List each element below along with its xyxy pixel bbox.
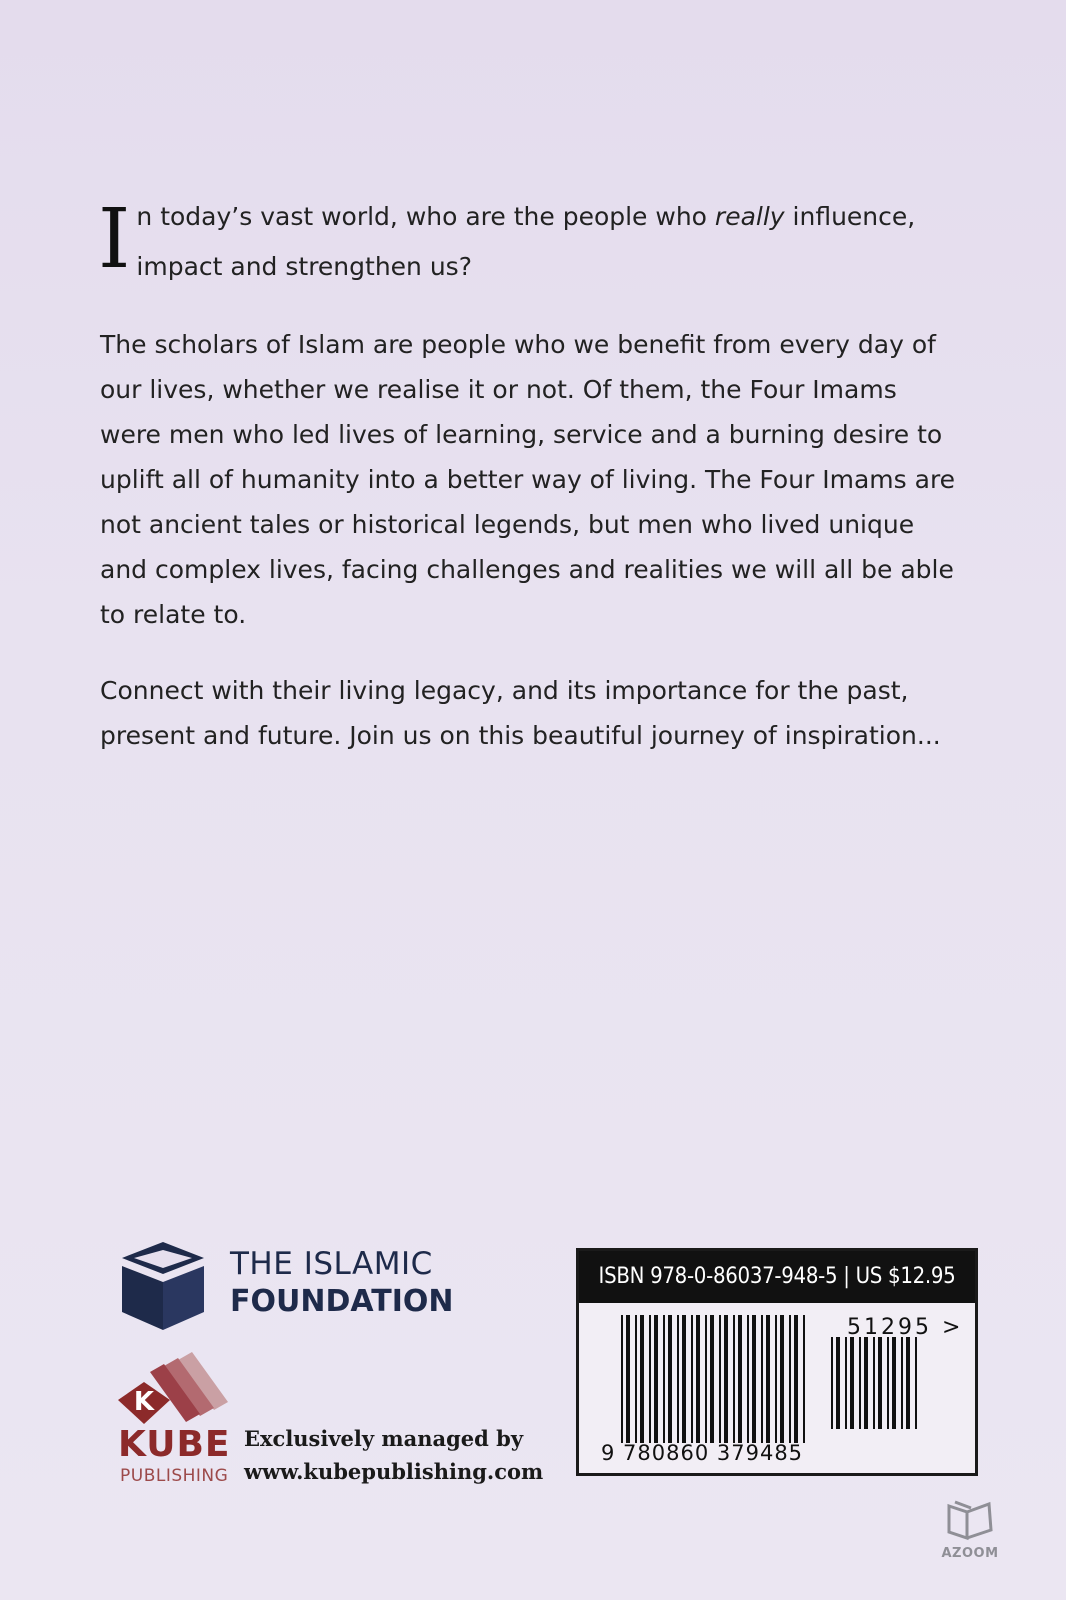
body-paragraph-3: Connect with their living legacy, and its importance for the past, present and future. Join us on this beautiful journey of inspiration... [100, 676, 941, 750]
isbn-price-band: ISBN 978-0-86037-948-5 | US $12.95 [579, 1251, 975, 1303]
kube-logo-letter: K [133, 1387, 155, 1417]
azoom-label: AZOOM [941, 1546, 999, 1561]
kube-name: KUBE [118, 1424, 231, 1465]
book-icon [943, 1498, 997, 1542]
kube-subtitle: PUBLISHING [120, 1466, 229, 1486]
intro-text-end: influence, impact and strengthen us? [136, 202, 916, 281]
islamic-foundation-cube-icon [118, 1240, 208, 1332]
barcode-digits: 9 780860 379485 [601, 1441, 804, 1465]
islamic-foundation-wordmark [230, 1246, 454, 1319]
azoom-watermark [936, 1498, 1004, 1561]
barcode-price-code: 51295 > [847, 1315, 964, 1340]
managed-by-url: www.kubepublishing.com [244, 1459, 544, 1484]
body-paragraph-2: The scholars of Islam are people who we benefit from every day of our lives, whether we realise it or not. Of them, the Four Imams were men who led lives of learning, service and a burning desire to uplift all of humanity into a better way of living. The Four Imams are not ancient tales or historical legends, but men who lived unique and complex lives, facing challenges and realities we will all be able to relate to. [100, 330, 956, 629]
intro-paragraph [100, 192, 960, 292]
drop-cap: I [98, 192, 131, 287]
intro-emphasis: really [714, 202, 785, 231]
kube-books-logo-icon [118, 1350, 228, 1430]
barcode-box [576, 1248, 978, 1476]
intro-text-start: n today’s vast world, who are the people who [136, 202, 715, 231]
islamic-foundation-line1: THE ISLAMIC [230, 1246, 433, 1282]
islamic-foundation-line2: FOUNDATION [230, 1284, 454, 1319]
managed-by-text [244, 1422, 543, 1488]
managed-by-line1: Exclusively managed by [244, 1426, 524, 1451]
